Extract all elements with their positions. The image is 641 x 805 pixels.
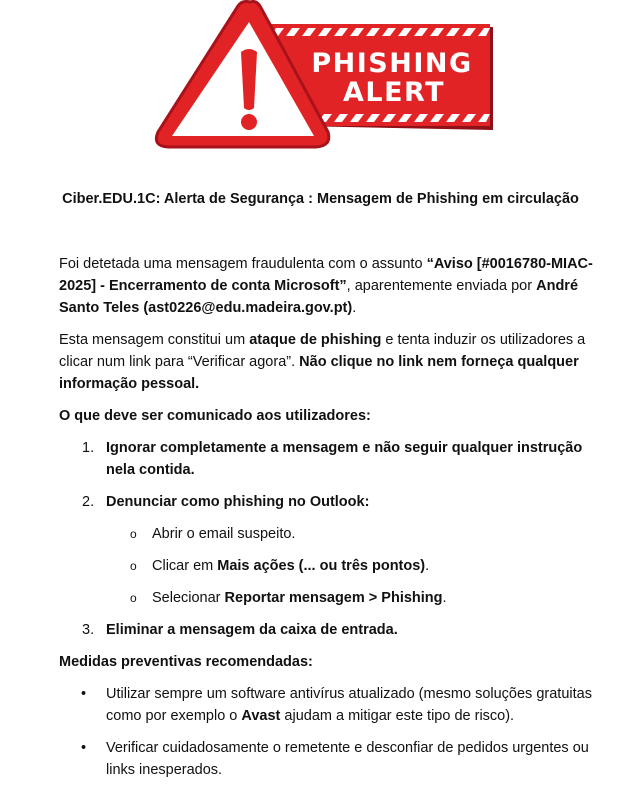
substep-item: o Clicar em Mais ações (... ou três pontos). (106, 555, 611, 577)
substep-item: o Selecionar Reportar mensagem > Phishing. (106, 587, 611, 609)
circle-bullet-icon: o (130, 559, 137, 573)
bullet-icon: • (81, 740, 87, 756)
step-item: 2. Denunciar como phishing no Outlook: o Abrir o email suspeito. o Clicar em Mais ações (... ou três pontos). o Selecionar Reportar mensagem > Phishing. (59, 491, 611, 609)
email-sender: André Santo Teles (ast0226@edu.madeira.gov.pt) (59, 278, 579, 316)
preventive-measures (59, 683, 611, 781)
warning-emphasis: Não clique no link nem forneça qualquer informação pessoal. (59, 354, 579, 392)
exclamation-dot (241, 114, 257, 130)
substep-item: o Abrir o email suspeito. (106, 523, 611, 545)
measure-item: • Utilizar sempre um software antivírus atualizado (mesmo soluções gratuitas como por exemplo o Avast ajudam a mitigar este tipo de risco). (59, 683, 611, 727)
intro-paragraph: Foi detetada uma mensagem fraudulenta com o assunto “Aviso [#0016780-MIAC-2025] - Encerramento de conta Microsoft”, aparentemente enviada por André Santo Teles (ast0226@edu.madeira.gov.pt). (59, 256, 593, 316)
step-item: 3. Eliminar a mensagem da caixa de entrada. (82, 622, 398, 638)
report-substeps (106, 523, 611, 609)
warning-paragraph: Esta mensagem constitui um ataque de phishing e tenta induzir os utilizadores a clicar num link para “Verificar agora”. Não clique no link nem forneça qualquer informação pessoal. (59, 332, 586, 392)
bullet-icon: • (81, 686, 87, 702)
circle-bullet-icon: o (130, 527, 137, 541)
instruction-steps (59, 437, 611, 641)
alert-body (59, 253, 611, 791)
banner-line2: ALERT (342, 77, 446, 108)
alert-title: Ciber.EDU.1C: Alerta de Segurança : Mensagem de Phishing em circulação (62, 191, 579, 207)
circle-bullet-icon: o (130, 591, 137, 605)
email-subject: “Aviso [#0016780-MIAC-2025] - Encerramento de conta Microsoft” (59, 256, 593, 294)
phishing-alert-banner (150, 0, 500, 160)
measure-item: • Verificar cuidadosamente o remetente e desconfiar de pedidos urgentes ou links inesperados. (59, 737, 611, 781)
banner-line1: PHISHING (311, 48, 473, 79)
section-heading-instructions: O que deve ser comunicado aos utilizadores: (59, 408, 371, 424)
section-heading-measures: Medidas preventivas recomendadas: (59, 654, 313, 670)
step-item: 1. Ignorar completamente a mensagem e não seguir qualquer instrução nela contida. (82, 440, 583, 478)
